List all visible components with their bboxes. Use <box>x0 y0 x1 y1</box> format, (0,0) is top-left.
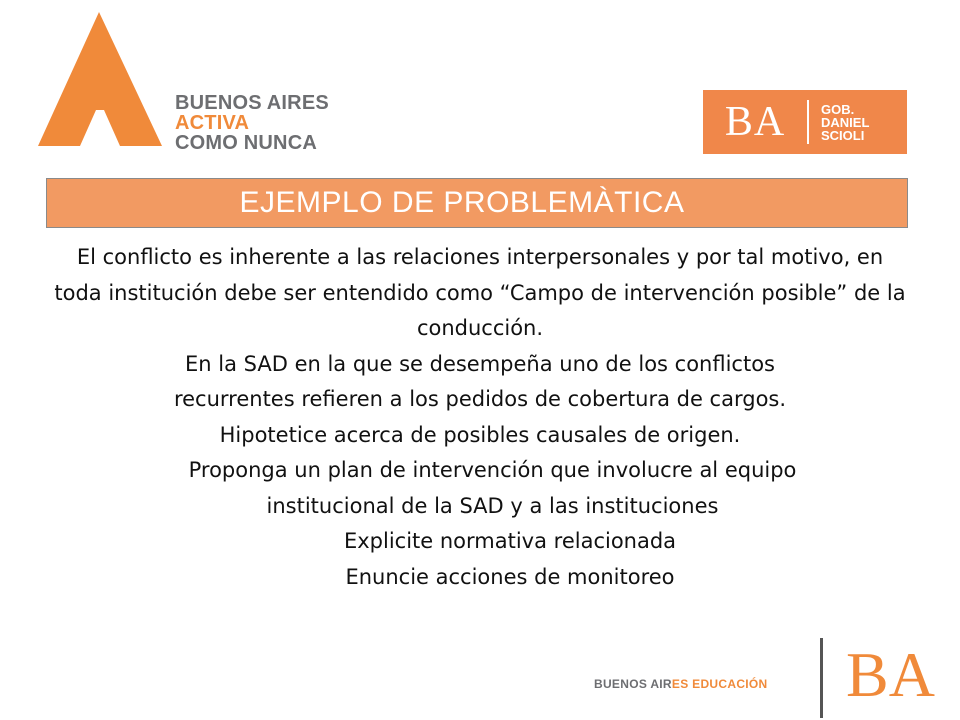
edu-text-orange: ES EDUCACIÓN <box>671 677 768 691</box>
gob-label <box>809 103 869 142</box>
paragraph-5: Explicite normativa relacionada <box>343 529 677 553</box>
buenos-aires-educacion-logo <box>594 677 768 691</box>
logo-line-3: COMO NUNCA <box>175 132 317 154</box>
buenos-aires-activa-logo <box>38 12 328 152</box>
footer-divider <box>820 638 823 718</box>
paragraph-2: En la SAD en la que se desempeña uno de los conflictos recurrentes refieren a los pedidos de cobertura de cargos. <box>173 351 787 411</box>
gob-scioli-logo <box>703 90 907 154</box>
logo-wordmark <box>175 93 329 153</box>
footer-ba-logo: BA <box>846 639 935 710</box>
gob-line-1: GOB. <box>821 101 855 117</box>
orange-a-mountain-icon <box>38 12 178 152</box>
footer <box>0 632 960 720</box>
edu-text-gray: BUENOS AIR <box>594 677 672 691</box>
slide-title: EJEMPLO DE PROBLEMÀTICA <box>239 186 685 219</box>
paragraph-1: El conflicto es inherente a las relaciones interpersonales y por tal motivo, en toda institución debe ser entendido como “Campo de intervención posible” de la conducción. <box>54 245 906 340</box>
gob-ba-letters: BA <box>724 99 786 145</box>
title-bar <box>46 178 908 228</box>
paragraph-6: Enuncie acciones de monitoreo <box>345 564 675 589</box>
paragraph-3: Hipotetice acerca de posibles causales de origen. <box>219 422 741 447</box>
body-text <box>40 240 920 595</box>
gob-line-3: SCIOLI <box>821 127 865 143</box>
paragraph-4: Proponga un plan de intervención que involucre al equipo institucional de la SAD y a las instituciones <box>188 458 797 518</box>
gob-line-2: DANIEL <box>821 114 870 130</box>
logo-line-1: BUENOS AIRES <box>175 92 329 114</box>
logo-line-2: ACTIVA <box>175 112 250 134</box>
